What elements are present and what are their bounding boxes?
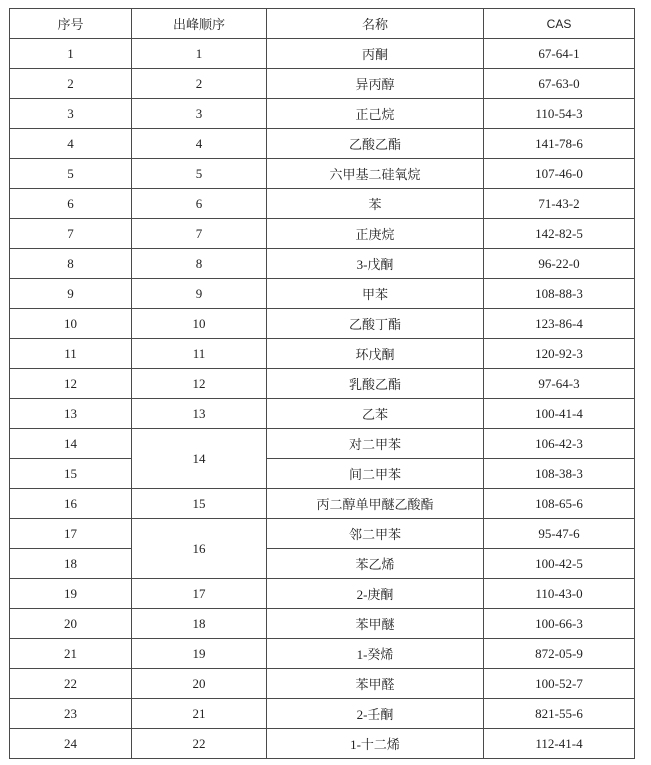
table-row [10, 129, 635, 159]
serial-number-cell: 10 [10, 309, 132, 339]
serial-number-cell: 12 [10, 369, 132, 399]
table-row [10, 339, 635, 369]
table-row [10, 609, 635, 639]
table-row [10, 39, 635, 69]
table-row [10, 279, 635, 309]
cas-number-cell: 108-38-3 [484, 459, 635, 489]
serial-number-cell: 24 [10, 729, 132, 759]
serial-number-cell: 17 [10, 519, 132, 549]
table-row [10, 639, 635, 669]
table-row [10, 489, 635, 519]
compound-name-cell: 2-庚酮 [267, 579, 484, 609]
compound-name-cell: 1-癸烯 [267, 639, 484, 669]
table-row [10, 69, 635, 99]
serial-number-cell: 1 [10, 39, 132, 69]
table-row [10, 549, 635, 579]
compound-name-cell: 乙酸丁酯 [267, 309, 484, 339]
compound-name-cell: 丙二醇单甲醚乙酸酯 [267, 489, 484, 519]
table-row [10, 729, 635, 759]
compound-name-cell: 邻二甲苯 [267, 519, 484, 549]
compound-name-cell: 2-壬酮 [267, 699, 484, 729]
elution-order-cell: 12 [132, 369, 267, 399]
compound-name-cell: 乳酸乙酯 [267, 369, 484, 399]
compound-name-cell: 六甲基二硅氧烷 [267, 159, 484, 189]
elution-order-cell: 14 [132, 429, 267, 489]
table-row [10, 309, 635, 339]
compound-table [9, 8, 635, 759]
header-row [10, 9, 635, 39]
compound-name-cell: 异丙醇 [267, 69, 484, 99]
header-compound-name: 名称 [267, 9, 484, 39]
serial-number-cell: 19 [10, 579, 132, 609]
serial-number-cell: 3 [10, 99, 132, 129]
header-serial-number: 序号 [10, 9, 132, 39]
compound-name-cell: 正己烷 [267, 99, 484, 129]
elution-order-cell: 4 [132, 129, 267, 159]
cas-number-cell: 67-64-1 [484, 39, 635, 69]
serial-number-cell: 6 [10, 189, 132, 219]
table-row [10, 699, 635, 729]
compound-name-cell: 苯乙烯 [267, 549, 484, 579]
table-row [10, 99, 635, 129]
cas-number-cell: 100-66-3 [484, 609, 635, 639]
cas-number-cell: 108-88-3 [484, 279, 635, 309]
elution-order-cell: 16 [132, 519, 267, 579]
serial-number-cell: 7 [10, 219, 132, 249]
serial-number-cell: 14 [10, 429, 132, 459]
compound-name-cell: 甲苯 [267, 279, 484, 309]
table-row [10, 429, 635, 459]
cas-number-cell: 123-86-4 [484, 309, 635, 339]
table-row [10, 399, 635, 429]
serial-number-cell: 11 [10, 339, 132, 369]
elution-order-cell: 7 [132, 219, 267, 249]
table-row [10, 519, 635, 549]
cas-number-cell: 141-78-6 [484, 129, 635, 159]
table-body [10, 39, 635, 759]
elution-order-cell: 11 [132, 339, 267, 369]
serial-number-cell: 23 [10, 699, 132, 729]
serial-number-cell: 13 [10, 399, 132, 429]
cas-number-cell: 107-46-0 [484, 159, 635, 189]
compound-name-cell: 正庚烷 [267, 219, 484, 249]
compound-name-cell: 丙酮 [267, 39, 484, 69]
elution-order-cell: 1 [132, 39, 267, 69]
cas-number-cell: 120-92-3 [484, 339, 635, 369]
compound-name-cell: 苯甲醛 [267, 669, 484, 699]
elution-order-cell: 3 [132, 99, 267, 129]
elution-order-cell: 17 [132, 579, 267, 609]
serial-number-cell: 4 [10, 129, 132, 159]
elution-order-cell: 13 [132, 399, 267, 429]
table-row [10, 579, 635, 609]
compound-name-cell: 环戊酮 [267, 339, 484, 369]
table-row [10, 369, 635, 399]
table-row [10, 159, 635, 189]
cas-number-cell: 100-42-5 [484, 549, 635, 579]
elution-order-cell: 15 [132, 489, 267, 519]
cas-number-cell: 97-64-3 [484, 369, 635, 399]
elution-order-cell: 22 [132, 729, 267, 759]
table-row [10, 459, 635, 489]
serial-number-cell: 9 [10, 279, 132, 309]
cas-number-cell: 821-55-6 [484, 699, 635, 729]
serial-number-cell: 20 [10, 609, 132, 639]
cas-number-cell: 110-43-0 [484, 579, 635, 609]
table-row [10, 189, 635, 219]
compound-name-cell: 乙酸乙酯 [267, 129, 484, 159]
compound-name-cell: 3-戊酮 [267, 249, 484, 279]
compound-name-cell: 1-十二烯 [267, 729, 484, 759]
cas-number-cell: 112-41-4 [484, 729, 635, 759]
compound-name-cell: 对二甲苯 [267, 429, 484, 459]
compound-name-cell: 间二甲苯 [267, 459, 484, 489]
serial-number-cell: 18 [10, 549, 132, 579]
serial-number-cell: 8 [10, 249, 132, 279]
serial-number-cell: 21 [10, 639, 132, 669]
cas-number-cell: 67-63-0 [484, 69, 635, 99]
compound-name-cell: 苯甲醚 [267, 609, 484, 639]
cas-number-cell: 110-54-3 [484, 99, 635, 129]
elution-order-cell: 18 [132, 609, 267, 639]
cas-number-cell: 100-41-4 [484, 399, 635, 429]
elution-order-cell: 5 [132, 159, 267, 189]
cas-number-cell: 142-82-5 [484, 219, 635, 249]
header-elution-order: 出峰顺序 [132, 9, 267, 39]
header-cas: CAS [484, 9, 635, 39]
elution-order-cell: 19 [132, 639, 267, 669]
cas-number-cell: 100-52-7 [484, 669, 635, 699]
cas-number-cell: 108-65-6 [484, 489, 635, 519]
elution-order-cell: 21 [132, 699, 267, 729]
elution-order-cell: 8 [132, 249, 267, 279]
serial-number-cell: 16 [10, 489, 132, 519]
serial-number-cell: 2 [10, 69, 132, 99]
elution-order-cell: 9 [132, 279, 267, 309]
compound-name-cell: 苯 [267, 189, 484, 219]
elution-order-cell: 6 [132, 189, 267, 219]
cas-number-cell: 95-47-6 [484, 519, 635, 549]
elution-order-cell: 10 [132, 309, 267, 339]
cas-number-cell: 106-42-3 [484, 429, 635, 459]
elution-order-cell: 20 [132, 669, 267, 699]
cas-number-cell: 96-22-0 [484, 249, 635, 279]
cas-number-cell: 71-43-2 [484, 189, 635, 219]
compound-name-cell: 乙苯 [267, 399, 484, 429]
serial-number-cell: 22 [10, 669, 132, 699]
elution-order-cell: 2 [132, 69, 267, 99]
serial-number-cell: 5 [10, 159, 132, 189]
serial-number-cell: 15 [10, 459, 132, 489]
table-row [10, 669, 635, 699]
table-row [10, 249, 635, 279]
table-row [10, 219, 635, 249]
cas-number-cell: 872-05-9 [484, 639, 635, 669]
